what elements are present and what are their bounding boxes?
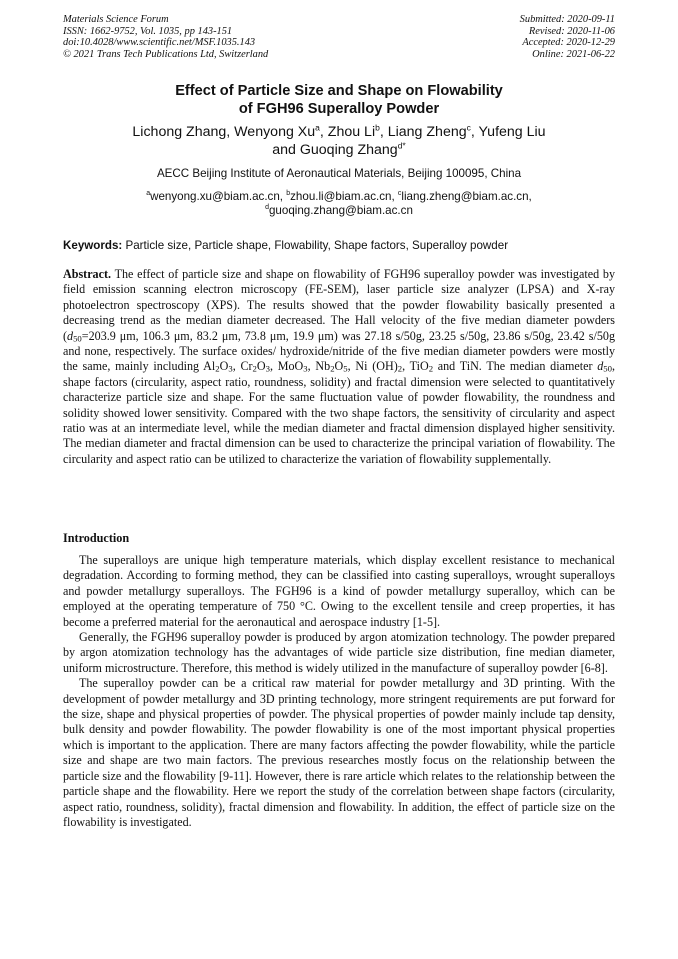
abstract-label: Abstract.	[63, 267, 112, 281]
author-text: Lichong Zhang, Wenyong Xu	[132, 124, 316, 140]
intro-paragraph-2: Generally, the FGH96 superalloy powder is produced by argon atomization technology. The powder prepared by argon atomization technology has the advantages of wide particle size distribution, fine median diameter, uniform microstructure. Therefore, this method is widely utilized in the manufacture of superalloy powder [6-8].	[63, 630, 615, 675]
email-sup: c	[397, 190, 402, 198]
abstract-text: , TiO	[402, 359, 429, 374]
email-link[interactable]: liang.zheng@biam.ac.cn,	[401, 190, 532, 203]
author-sup: b	[375, 122, 380, 133]
d50-symbol: d	[597, 359, 604, 374]
subscript: 2	[215, 364, 220, 375]
emails-line-2	[0, 204, 678, 218]
author-text: and Guoqing Zhang	[272, 142, 398, 159]
paper-title	[0, 82, 678, 118]
d50-symbol: d	[67, 328, 74, 343]
journal-issn: ISSN: 1662-9752, Vol. 1035, pp 143-151	[63, 25, 233, 37]
abstract-text: , Cr	[232, 359, 253, 374]
author-list	[0, 123, 678, 160]
abstract-text: O	[219, 359, 229, 374]
email-link[interactable]: wenyong.xu@biam.ac.cn,	[150, 190, 287, 203]
subscript: 3	[303, 364, 308, 375]
abstract-text: and TiN. The median diameter	[433, 359, 598, 374]
abstract-text: O	[334, 359, 344, 374]
affiliation: AECC Beijing Institute of Aeronautical Materials, Beijing 100095, China	[156, 167, 522, 180]
intro-paragraph-3: The superalloy powder can be a critical raw material for powder metallurgy and 3D printing. With the development of powder metallurgy and 3D printing technology, more stringent requirements are put forward for the size, shape and physical properties of powder. The physical properties of powder mainly include tap density, bulk density and powder flowability. The powder flowability is one of the most important physical properties which is important to the application. There are many factors affecting the powder flowability, while the particle size and shape are two main factors. The previous researches mostly focus on the relationship between the particle size and the flowability [9-11]. However, there is rare article which relates to the relationship between the particle shape and the flowability. Here we report the study of the correlation between shape factors (circularity, aspect ratio, roundness, solidity), fractal dimension and flowability. In addition, the effect of particle size on the flowability is investigated.	[63, 676, 615, 829]
author-text: , Yufeng Liu	[470, 124, 546, 140]
keywords-text: Particle size, Particle shape, Flowability, Shape factors, Superalloy powder	[122, 239, 509, 252]
author-text: , Zhou Li	[319, 124, 376, 140]
author-sup: c	[466, 122, 471, 133]
abstract-text: , Ni (OH)	[347, 359, 398, 374]
emails-line-1	[0, 190, 678, 204]
subscript: 3	[265, 364, 270, 375]
subscript: 2	[397, 364, 403, 375]
abstract-text: , Nb	[307, 359, 331, 374]
abstract-text: , shape factors (circularity, aspect ratio, roundness, solidity) and fractal dimension were selected to quantitatively characterize particle size and shape. For the same fluctuation value of powder flowability, the roundness and solidity showed lower sensitivity. Compared with the two shape factors, the sensitivity of circularity and aspect ratio was at an intermediate level, while the median diameter and fractal dimension displayed higher sensitivity. The median diameter and fractal dimension can be used to characterize the principal variation of flowability. The circularity and aspect ratio can be utilized to characterize the variation of flowability supplementally.	[63, 359, 615, 466]
email-link[interactable]: guoqing.zhang@biam.ac.cn	[268, 204, 413, 218]
subscript: 2	[428, 364, 434, 375]
title-line-1: Effect of Particle Size and Shape on Flowability	[175, 83, 503, 99]
author-text: , Liang Zheng	[379, 124, 467, 140]
abstract-text: , MoO	[270, 359, 304, 374]
subscript: 50	[603, 364, 612, 375]
subscript: 2	[252, 364, 257, 375]
abstract-text: The effect of particle size and shape on flowability of FGH96 superalloy powder was investigated by field emission scanning electron microscopy (FE-SEM), laser particle size analyzer (LPSA) and X-ray photoelectron spectroscopy (XPS). The results showed that the powder flowability basically presented a decreasing trend as the median diameter decreased. The Hall velocity of the five median diameter powders (	[63, 267, 615, 343]
title-line-2: of FGH96 Superalloy Powder	[238, 101, 440, 117]
journal-doi[interactable]: doi:10.4028/www.scientific.net/MSF.1035.143	[63, 37, 256, 49]
subscript: 3	[228, 364, 233, 375]
author-sup: a	[315, 122, 320, 133]
submission-dates	[520, 14, 615, 60]
keywords	[63, 239, 623, 253]
subscript: 2	[330, 364, 335, 375]
subscript: 5	[343, 364, 348, 375]
date-online: Online: 2021-06-22	[532, 48, 615, 60]
email-sup: b	[286, 190, 291, 198]
date-revised: Revised: 2020-11-06	[528, 25, 615, 37]
abstract	[63, 267, 615, 467]
authors-line-2	[0, 141, 678, 159]
journal-info	[63, 14, 268, 60]
introduction-body	[63, 553, 615, 830]
subscript: 50	[73, 333, 82, 344]
date-submitted: Submitted: 2020-09-11	[519, 14, 615, 25]
authors-line-1	[0, 123, 678, 141]
email-sup: a	[146, 190, 151, 198]
date-accepted: Accepted: 2020-12-29	[522, 37, 615, 49]
keywords-label: Keywords:	[63, 239, 123, 252]
author-emails	[0, 190, 678, 219]
journal-name: Materials Science Forum	[63, 14, 169, 25]
author-sup: d*	[397, 140, 406, 151]
section-heading-introduction: Introduction	[63, 531, 130, 545]
abstract-text: O	[256, 359, 266, 374]
abstract-text: =203.9 μm, 106.3 μm, 83.2 μm, 73.8 μm, 19.9 μm) was 27.18 s/50g, 23.25 s/50g, 23.86 s/50g, 23.42 s/50g and none, respectively. The surface oxides/ hydroxide/nitride of the five median diameter powders were mostly the same, mainly including Al	[63, 328, 615, 374]
journal-copyright: © 2021 Trans Tech Publications Ltd, Switzerland	[63, 48, 269, 60]
email-sup: d	[265, 204, 269, 212]
email-link[interactable]: zhou.li@biam.ac.cn,	[290, 190, 398, 203]
intro-paragraph-1: The superalloys are unique high temperature materials, which display excellent resistance to mechanical degradation. According to forming method, they can be classified into casting superalloys, wrought superalloys and powder metallurgy superalloys. The FGH96 is a kind of powder metallurgy superalloy, which can be employed at the operating temperature of 750 °C. Owing to the excellent tensile and creep properties, it has become a preferred material for the aeronautical and aerospace industry [1-5].	[63, 553, 615, 629]
